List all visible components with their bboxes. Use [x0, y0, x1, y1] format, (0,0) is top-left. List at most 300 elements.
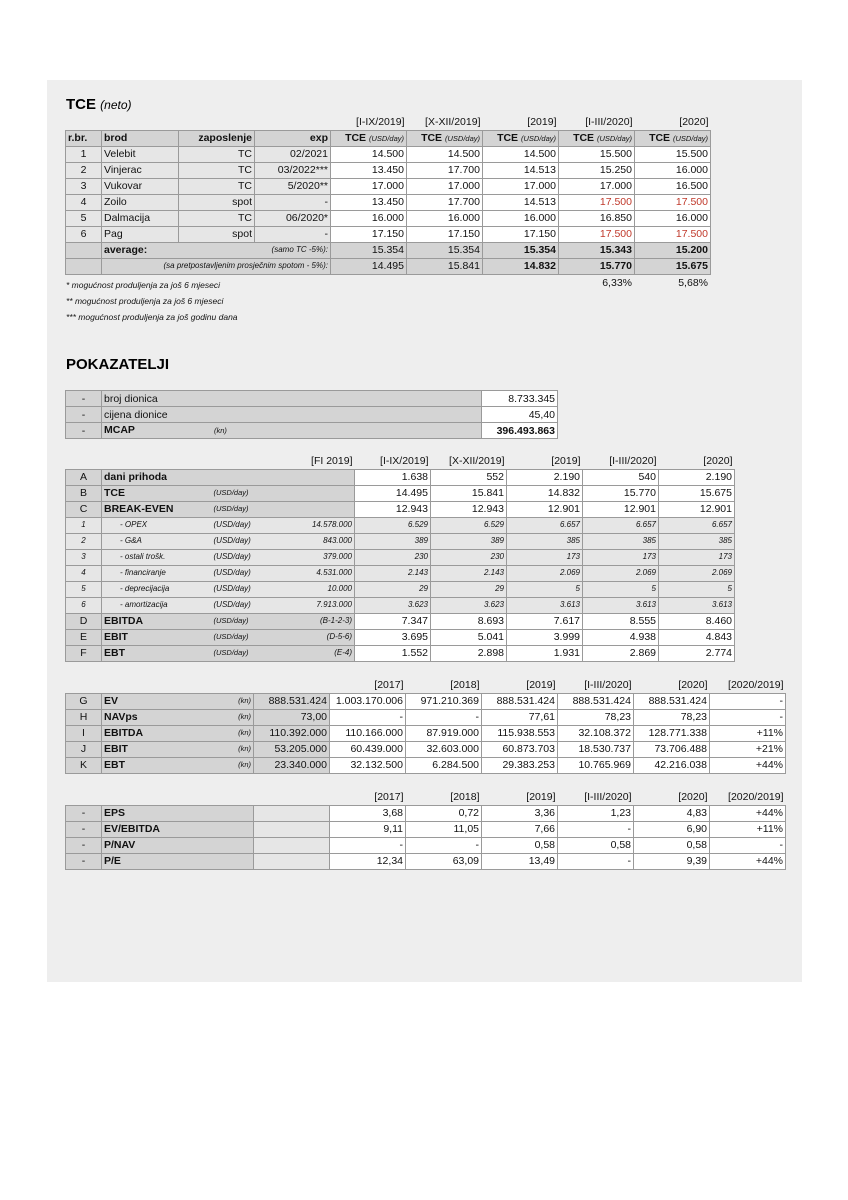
value-cell: 385 — [507, 533, 583, 549]
col-header-tce: TCE (USD/day) — [407, 130, 483, 146]
value-cell: 12,34 — [330, 853, 406, 869]
period-header: [2017] — [374, 678, 404, 691]
period-header: [FI 2019] — [311, 454, 353, 467]
value-cell: - — [558, 853, 634, 869]
base-value: 23.340.000 — [254, 757, 330, 773]
col-header-tce: TCE (USD/day) — [559, 130, 635, 146]
value-cell: 60.439.000 — [330, 741, 406, 757]
average-spot-value: 15.770 — [559, 258, 635, 274]
period-header: [I-IX/2019] — [356, 115, 405, 128]
tce-table — [65, 114, 711, 275]
row-unit: (USD/day) — [212, 645, 279, 661]
value-cell: 15.500 — [559, 146, 635, 162]
row-id: C — [66, 501, 102, 517]
table-row — [66, 146, 711, 162]
value-cell: 173 — [583, 549, 659, 565]
table-row — [66, 693, 786, 709]
value-cell: 32.132.500 — [330, 757, 406, 773]
value-cell: 552 — [431, 469, 507, 485]
value-cell: 173 — [507, 549, 583, 565]
employment: TC — [179, 146, 255, 162]
value-cell: - — [406, 837, 482, 853]
value-cell: 2.069 — [507, 565, 583, 581]
value-cell: 15.841 — [431, 485, 507, 501]
base-value: 73,00 — [254, 709, 330, 725]
value-cell: 2.774 — [659, 645, 735, 661]
row-label: - ostali trošk. — [102, 549, 212, 565]
table-row — [66, 725, 786, 741]
row-unit: (USD/day) — [212, 565, 279, 581]
value-cell: - — [406, 709, 482, 725]
value-cell: 1.552 — [355, 645, 431, 661]
fi-value: 379.000 — [279, 549, 355, 565]
average-spot-value: 15.675 — [635, 258, 711, 274]
table-row — [66, 162, 711, 178]
value-cell-highlight: 17.500 — [635, 226, 711, 242]
period-header: [X-XII/2019] — [425, 115, 481, 128]
fi-value: 7.913.000 — [279, 597, 355, 613]
value-cell: 0,72 — [406, 805, 482, 821]
value-cell: 16.000 — [635, 162, 711, 178]
value-cell: 971.210.369 — [406, 693, 482, 709]
value-cell: 2.898 — [431, 645, 507, 661]
ship-name: Pag — [102, 226, 179, 242]
change-cell: +11% — [710, 725, 786, 741]
row-unit: (kn) — [212, 693, 254, 709]
employment: spot — [179, 194, 255, 210]
table-row — [66, 741, 786, 757]
tce-period-header-row — [66, 114, 711, 130]
formula: (B-1-2-3) — [279, 613, 355, 629]
row-unit: (USD/day) — [212, 485, 355, 501]
value-cell: 3,36 — [482, 805, 558, 821]
value-cell: 6.284.500 — [406, 757, 482, 773]
period-header: [I-III/2020] — [585, 115, 633, 128]
footnote-1: * mogućnost produljenja za još 6 mjeseci — [66, 280, 221, 290]
fin-header-row — [66, 677, 786, 693]
table-row — [66, 837, 786, 853]
row-id: 5 — [66, 581, 102, 597]
period-header: [I-III/2020] — [609, 454, 657, 467]
row-id: K — [66, 757, 102, 773]
table-row-sub — [66, 517, 735, 533]
value-cell: 17.000 — [559, 178, 635, 194]
row-number: 1 — [66, 146, 102, 162]
average-spot-value: 14.495 — [331, 258, 407, 274]
fi-value: 843.000 — [279, 533, 355, 549]
tce-title — [66, 96, 132, 113]
period-header: [2020/2019] — [728, 790, 784, 803]
value-cell: 78,23 — [558, 709, 634, 725]
value-cell: 77,61 — [482, 709, 558, 725]
value-cell: 14.500 — [483, 146, 559, 162]
period-header: [2020] — [703, 454, 733, 467]
row-unit: (USD/day) — [212, 613, 279, 629]
growth-pct-i-iii-2020: 6,33% — [602, 277, 632, 289]
row-id: B — [66, 485, 102, 501]
table-row — [66, 178, 711, 194]
value-cell: 8.555 — [583, 613, 659, 629]
value-cell: 12.901 — [507, 501, 583, 517]
value-cell: 42.216.038 — [634, 757, 710, 773]
period-header: [2019] — [551, 454, 581, 467]
row-id: - — [66, 821, 102, 837]
value-cell-highlight: 17.500 — [559, 226, 635, 242]
ship-name: Zoilo — [102, 194, 179, 210]
value-cell: 8.733.345 — [482, 391, 558, 407]
table-row — [66, 485, 735, 501]
col-header-tce: TCE (USD/day) — [331, 130, 407, 146]
value-cell: 396.493.863 — [482, 423, 558, 439]
value-cell: 6.529 — [355, 517, 431, 533]
value-cell: 16.000 — [483, 210, 559, 226]
value-cell: 9,11 — [330, 821, 406, 837]
tce-title-text: TCE — [66, 96, 96, 113]
value-cell: 16.000 — [331, 210, 407, 226]
table-row — [66, 805, 786, 821]
row-label: - amortizacija — [102, 597, 212, 613]
value-cell: 888.531.424 — [482, 693, 558, 709]
table-row — [66, 821, 786, 837]
value-cell: 1.003.170.006 — [330, 693, 406, 709]
row-id: E — [66, 629, 102, 645]
row-label: TCE — [102, 485, 212, 501]
table-row — [66, 407, 558, 423]
row-label: EBITDA — [102, 725, 212, 741]
change-cell: +44% — [710, 757, 786, 773]
average-spot-row — [66, 258, 711, 274]
value-cell: 4.938 — [583, 629, 659, 645]
period-header: [2018] — [450, 678, 480, 691]
value-cell: 1.931 — [507, 645, 583, 661]
row-label: BREAK-EVEN — [102, 501, 212, 517]
value-cell: 7.617 — [507, 613, 583, 629]
employment: spot — [179, 226, 255, 242]
value-cell: 3,68 — [330, 805, 406, 821]
period-header: [I-IX/2019] — [380, 454, 429, 467]
row-unit: (kn) — [212, 741, 254, 757]
ship-name: Dalmacija — [102, 210, 179, 226]
row-id: H — [66, 709, 102, 725]
row-id: 2 — [66, 533, 102, 549]
value-cell: 2.143 — [355, 565, 431, 581]
value-cell: 12.901 — [659, 501, 735, 517]
table-row — [66, 469, 735, 485]
row-number: 4 — [66, 194, 102, 210]
table-row — [66, 757, 786, 773]
table-row-sub — [66, 549, 735, 565]
formula: (E-4) — [279, 645, 355, 661]
formula: (D-5-6) — [279, 629, 355, 645]
row-id: - — [66, 837, 102, 853]
value-cell: 16.850 — [559, 210, 635, 226]
value-cell: 7,66 — [482, 821, 558, 837]
row-id: - — [66, 407, 102, 423]
change-cell: +11% — [710, 821, 786, 837]
value-cell: 12.943 — [431, 501, 507, 517]
value-cell: 73.706.488 — [634, 741, 710, 757]
employment: TC — [179, 162, 255, 178]
value-cell: 17.150 — [483, 226, 559, 242]
period-header: [2020/2019] — [728, 678, 784, 691]
value-cell: 29 — [431, 581, 507, 597]
footnote-2: ** mogućnost produljenja za još 6 mjeseci — [66, 296, 224, 306]
row-label: EV — [102, 693, 212, 709]
value-cell: 17.150 — [407, 226, 483, 242]
row-unit: (kn) — [212, 709, 254, 725]
ratios-table — [65, 789, 786, 870]
period-header: [2017] — [374, 790, 404, 803]
row-id: F — [66, 645, 102, 661]
row-id: 3 — [66, 549, 102, 565]
value-cell: 1.638 — [355, 469, 431, 485]
value-cell: 6.657 — [507, 517, 583, 533]
growth-pct-2020: 5,68% — [678, 277, 708, 289]
col-header-brod: brod — [102, 130, 179, 146]
value-cell: 2.143 — [431, 565, 507, 581]
row-number: 2 — [66, 162, 102, 178]
value-cell: 385 — [583, 533, 659, 549]
row-label: NAVps — [102, 709, 212, 725]
value-cell: 6.657 — [659, 517, 735, 533]
table-row-sub — [66, 581, 735, 597]
row-label: EBITDA — [102, 613, 212, 629]
value-cell: 3.613 — [507, 597, 583, 613]
average-value: 15.354 — [407, 242, 483, 258]
col-header-tce: TCE (USD/day) — [483, 130, 559, 146]
value-cell: 3.623 — [355, 597, 431, 613]
ship-name: Vinjerac — [102, 162, 179, 178]
value-cell: 14.513 — [483, 162, 559, 178]
value-cell: 29 — [355, 581, 431, 597]
row-id: 4 — [66, 565, 102, 581]
period-header: [2020] — [679, 115, 709, 128]
row-label: EV/EBITDA — [102, 821, 254, 837]
fi-value: 4.531.000 — [279, 565, 355, 581]
row-label: broj dionica — [102, 391, 482, 407]
row-unit: (kn) — [212, 725, 254, 741]
table-row-sub — [66, 533, 735, 549]
expiry: - — [255, 226, 331, 242]
row-id: A — [66, 469, 102, 485]
value-cell: 11,05 — [406, 821, 482, 837]
value-cell: 87.919.000 — [406, 725, 482, 741]
row-id: - — [66, 423, 102, 439]
fin-table — [65, 677, 786, 774]
row-label: P/E — [102, 853, 254, 869]
employment: TC — [179, 178, 255, 194]
ship-name: Velebit — [102, 146, 179, 162]
value-cell: 17.150 — [331, 226, 407, 242]
pokazatelji-title: POKAZATELJI — [66, 356, 170, 373]
change-cell: - — [710, 837, 786, 853]
row-id: J — [66, 741, 102, 757]
average-value: 15.343 — [559, 242, 635, 258]
value-cell: 5 — [583, 581, 659, 597]
row-label: dani prihoda — [102, 469, 355, 485]
row-label: - financiranje — [102, 565, 212, 581]
value-cell: 78,23 — [634, 709, 710, 725]
col-header-tce: TCE (USD/day) — [635, 130, 711, 146]
table-row-sub — [66, 565, 735, 581]
value-cell: 17.700 — [407, 162, 483, 178]
value-cell: 8.460 — [659, 613, 735, 629]
row-id: 6 — [66, 597, 102, 613]
row-label: EBT — [102, 645, 212, 661]
average-value: 15.200 — [635, 242, 711, 258]
table-row — [66, 194, 711, 210]
value-cell: 4,83 — [634, 805, 710, 821]
value-cell: 2.069 — [583, 565, 659, 581]
period-header: [2019] — [526, 790, 556, 803]
period-header: [2019] — [527, 115, 557, 128]
period-header: [I-III/2020] — [584, 678, 632, 691]
value-cell: 63,09 — [406, 853, 482, 869]
value-cell: 1,23 — [558, 805, 634, 821]
expiry: 5/2020** — [255, 178, 331, 194]
value-cell: 7.347 — [355, 613, 431, 629]
value-cell: 16.500 — [635, 178, 711, 194]
row-label: EBIT — [102, 629, 212, 645]
value-cell: 389 — [431, 533, 507, 549]
row-id: 1 — [66, 517, 102, 533]
expiry: 06/2020* — [255, 210, 331, 226]
row-number: 5 — [66, 210, 102, 226]
base-value: 110.392.000 — [254, 725, 330, 741]
value-cell: 10.765.969 — [558, 757, 634, 773]
value-cell: 4.843 — [659, 629, 735, 645]
value-cell: 13.450 — [331, 162, 407, 178]
value-cell: 0,58 — [482, 837, 558, 853]
table-row-sub — [66, 597, 735, 613]
value-cell: 29.383.253 — [482, 757, 558, 773]
row-number: 6 — [66, 226, 102, 242]
table-row — [66, 391, 558, 407]
period-header: [2020] — [678, 790, 708, 803]
period-header: [X-XII/2019] — [449, 454, 505, 467]
value-cell: 888.531.424 — [558, 693, 634, 709]
fi-value: 14.578.000 — [279, 517, 355, 533]
row-id: G — [66, 693, 102, 709]
change-cell: +21% — [710, 741, 786, 757]
value-cell: 16.000 — [407, 210, 483, 226]
average-row — [66, 242, 711, 258]
value-cell: 15.675 — [659, 485, 735, 501]
value-cell: 14.832 — [507, 485, 583, 501]
ops-header-row — [66, 453, 735, 469]
row-id: D — [66, 613, 102, 629]
row-label: cijena dionice — [102, 407, 482, 423]
row-unit: (USD/day) — [212, 517, 279, 533]
average-spot-note: (sa pretpostavljenim prosječnim spotom - 5%): — [102, 258, 331, 274]
value-cell: 12.943 — [355, 501, 431, 517]
table-row — [66, 613, 735, 629]
value-cell: 6,90 — [634, 821, 710, 837]
table-row — [66, 423, 558, 439]
value-cell: 110.166.000 — [330, 725, 406, 741]
average-note: (samo TC -5%): — [255, 242, 331, 258]
value-cell: 2.869 — [583, 645, 659, 661]
value-cell: 173 — [659, 549, 735, 565]
value-cell-highlight: 17.500 — [559, 194, 635, 210]
value-cell: 17.000 — [483, 178, 559, 194]
value-cell: 60.873.703 — [482, 741, 558, 757]
value-cell: 3.613 — [659, 597, 735, 613]
change-cell: - — [710, 709, 786, 725]
col-header-zaposlenje: zaposlenje — [179, 130, 255, 146]
value-cell: 15.500 — [635, 146, 711, 162]
table-row — [66, 501, 735, 517]
employment: TC — [179, 210, 255, 226]
fi-value: 10.000 — [279, 581, 355, 597]
average-spot-value: 15.841 — [407, 258, 483, 274]
row-unit: (USD/day) — [212, 501, 355, 517]
value-cell: 230 — [431, 549, 507, 565]
value-cell: 3.613 — [583, 597, 659, 613]
ratios-header-row — [66, 789, 786, 805]
table-row — [66, 853, 786, 869]
row-unit: (USD/day) — [212, 533, 279, 549]
value-cell: 14.513 — [483, 194, 559, 210]
value-cell: 13.450 — [331, 194, 407, 210]
row-label: - OPEX — [102, 517, 212, 533]
value-cell: 15.770 — [583, 485, 659, 501]
table-row — [66, 645, 735, 661]
change-cell: - — [710, 693, 786, 709]
average-spot-value: 14.832 — [483, 258, 559, 274]
table-row — [66, 210, 711, 226]
ship-name: Vukovar — [102, 178, 179, 194]
tce-title-sub: (neto) — [100, 98, 132, 112]
col-header-exp: exp — [255, 130, 331, 146]
value-cell: 2.190 — [507, 469, 583, 485]
value-cell: 0,58 — [634, 837, 710, 853]
expiry: - — [255, 194, 331, 210]
row-id: - — [66, 805, 102, 821]
period-header: [2019] — [526, 678, 556, 691]
row-unit: (kn) — [212, 757, 254, 773]
row-id: I — [66, 725, 102, 741]
expiry: 03/2022*** — [255, 162, 331, 178]
value-cell: 32.108.372 — [558, 725, 634, 741]
table-row — [66, 709, 786, 725]
row-id: - — [66, 853, 102, 869]
value-cell: 3.695 — [355, 629, 431, 645]
value-cell: 14.500 — [407, 146, 483, 162]
expiry: 02/2021 — [255, 146, 331, 162]
row-label: P/NAV — [102, 837, 254, 853]
row-label: EPS — [102, 805, 254, 821]
average-value: 15.354 — [483, 242, 559, 258]
value-cell: 17.700 — [407, 194, 483, 210]
value-cell: 2.190 — [659, 469, 735, 485]
value-cell: 5.041 — [431, 629, 507, 645]
value-cell: 115.938.553 — [482, 725, 558, 741]
value-cell: - — [330, 709, 406, 725]
value-cell: 540 — [583, 469, 659, 485]
value-cell: 6.657 — [583, 517, 659, 533]
row-label: EBIT — [102, 741, 212, 757]
row-unit: (USD/day) — [212, 581, 279, 597]
value-cell: 128.771.338 — [634, 725, 710, 741]
tce-column-header-row — [66, 130, 711, 146]
value-cell: 5 — [507, 581, 583, 597]
row-label: - deprecijacija — [102, 581, 212, 597]
value-cell: 15.250 — [559, 162, 635, 178]
value-cell: 888.531.424 — [634, 693, 710, 709]
value-cell: 12.901 — [583, 501, 659, 517]
value-cell: 3.999 — [507, 629, 583, 645]
